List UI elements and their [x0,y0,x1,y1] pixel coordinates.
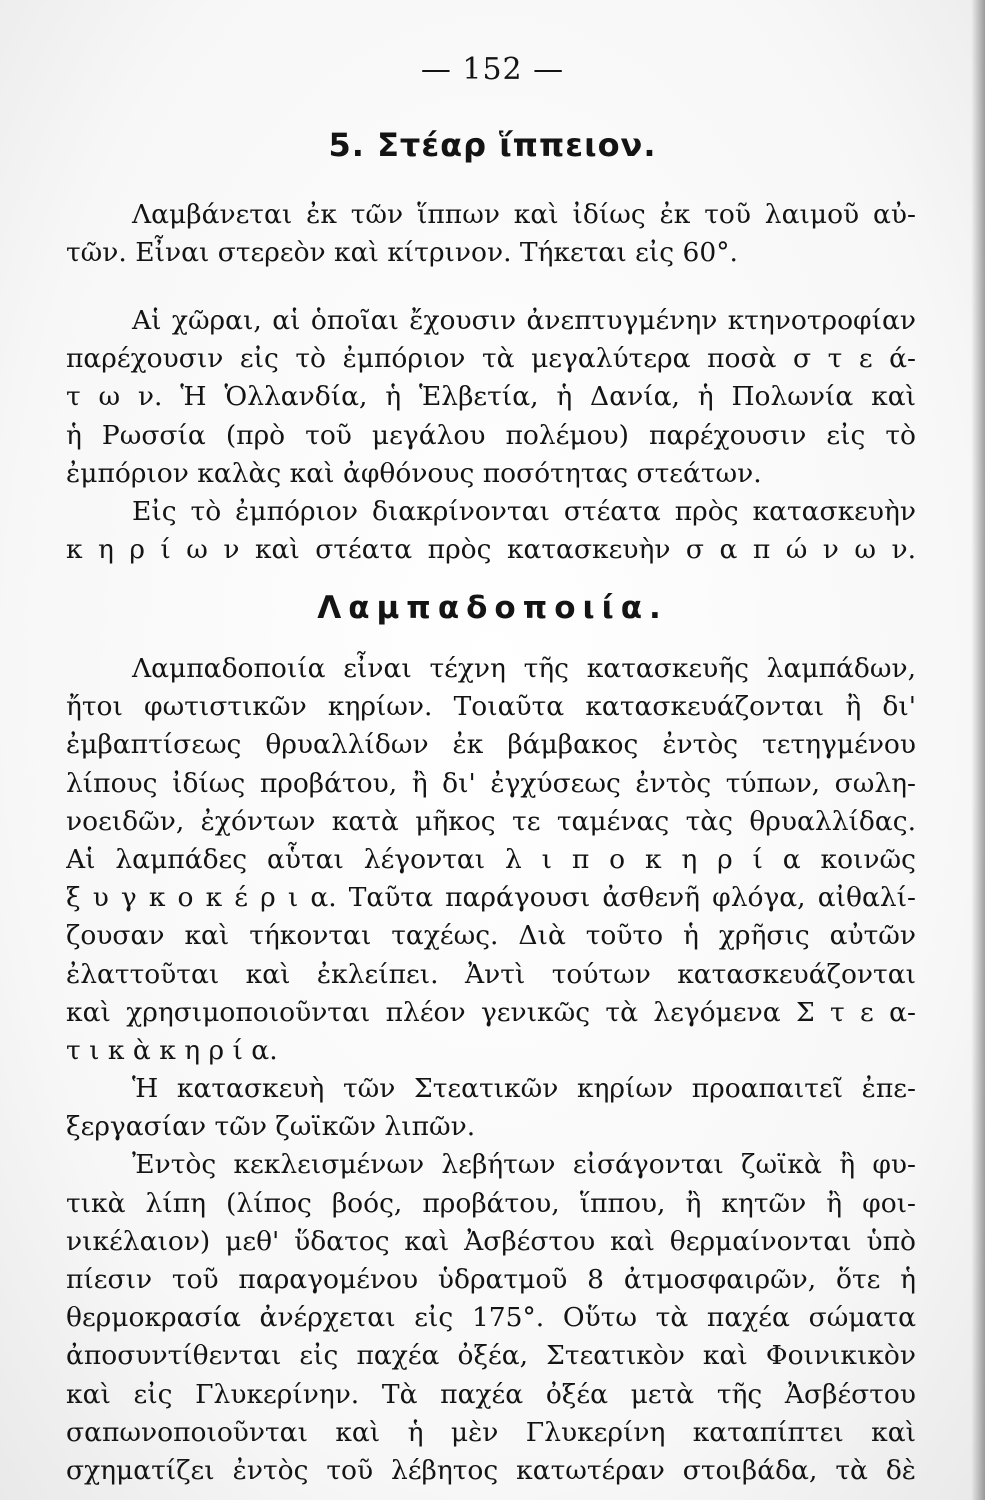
section-title-horse-tallow: 5. Στέαρ ἵππειον. [328,126,657,164]
text-line: ἐμπόριον καλὰς καὶ ἀφθόνους ποσότητας στεάτων. [66,457,762,489]
paragraph-horse-tallow [66,196,916,272]
text-line: νικέλαιον) μεθ' ὕδατος καὶ Ἀσβέστου καὶ θερμαίνονται ὑπὸ [66,1225,916,1257]
page-edge-shadow [971,0,985,1500]
text-line: ἤτοι φωτιστικῶν κηρίων. Τοιαῦτα κατασκευάζονται ἢ δι' [66,691,916,723]
text-line: ἡ Ρωσσία (πρὸ τοῦ μεγάλου πολέμου) παρέχουσιν εἰς τὸ [66,419,916,451]
text-line: ἀποσυντίθενται εἰς παχέα ὀξέα, Στεατικὸν καὶ Φοινικικὸν [66,1340,916,1372]
text-line: ζουσαν καὶ τήκονται ταχέως. Διὰ τοῦτο ἡ χρῆσις αὐτῶν [66,920,916,952]
paragraph-candle-making [66,650,916,1490]
text-line: πίεσιν τοῦ παραγομένου ὑδρατμοῦ 8 ἀτμοσφαιρῶν, ὅτε ἡ [66,1264,916,1295]
text-line: Ἡ κατασκευὴ τῶν Στεατικῶν κηρίων προαπαιτεῖ ἐπε- [132,1073,916,1105]
text-line: Ἐντὸς κεκλεισμένων λεβήτων εἰσάγονται ζωϊκὰ ἢ φυ- [132,1149,916,1181]
text-line: Εἰς τὸ ἐμπόριον διακρίνονται στέατα πρὸς κατασκευὴν [132,495,916,527]
text-line: τικὰ λίπη (λίπος βοός, προβάτου, ἵππου, ἢ κητῶν ἢ φοι- [66,1187,916,1219]
text-line: ἐλαττοῦται καὶ ἐκλείπει. Ἀντὶ τούτων κατασκευάζονται [66,958,916,990]
text-line: σχηματίζει ἐντὸς τοῦ λέβητος κατωτέραν στοιβάδα, τὰ δὲ [66,1454,916,1486]
text-line: Λαμβάνεται ἐκ τῶν ἵππων καὶ ἰδίως ἐκ τοῦ λαιμοῦ αὐ- [132,199,916,230]
text-line: καὶ εἰς Γλυκερίνην. Τὰ παχέα ὀξέα μετὰ τῆς Ἀσβέστου [66,1378,916,1410]
text-line: κ η ρ ί ω ν καὶ στέατα πρὸς κατασκευὴν σ α π ώ ν ω ν. [66,534,916,566]
text-line: Αἱ χῶραι, αἱ ὁποῖαι ἔχουσιν ἀνεπτυγμένην κτηνοτροφίαν [132,305,916,336]
text-line: τ ι κ ὰ κ η ρ ί α. [66,1034,278,1066]
text-line: θερμοκρασία ἀνέρχεται εἰς 175°. Οὕτω τὰ παχέα σώματα [66,1302,916,1334]
text-line: σαπωνοποιοῦνται καὶ ἡ μὲν Γλυκερίνη καταπίπτει καὶ [66,1416,916,1448]
paragraph-tallow-trade [66,302,916,569]
text-line: Λαμπαδοποιία εἶναι τέχνη τῆς κατασκευῆς λαμπάδων, [132,653,916,684]
text-line: ἐμβαπτίσεως θρυαλλίδων ἐκ βάμβακος ἐντὸς τετηγμένου [66,729,916,761]
section-title-candle-making: Λαμπαδοποιία. [317,590,668,626]
text-line: νοειδῶν, ἐχόντων κατὰ μῆκος τε ταμένας τὰς θρυαλλίδας. [66,805,916,837]
page-number: — 152 — [420,52,565,87]
text-line: τῶν. Εἶναι στερεὸν καὶ κίτρινον. Τήκεται εἰς 60°. [66,237,738,269]
text-line: παρέχουσιν εἰς τὸ ἐμπόριον τὰ μεγαλύτερα ποσὰ σ τ ε ά- [66,343,916,375]
text-line: ξεργασίαν τῶν ζωϊκῶν λιπῶν. [66,1111,476,1143]
text-line: ξ υ γ κ ο κ έ ρ ι α. Ταῦτα παράγουσι ἀσθενῆ φλόγα, αἰθαλί- [66,882,916,914]
text-line: Αἱ λαμπάδες αὗται λέγονται λ ι π ο κ η ρ ί α κοινῶς [66,843,916,875]
text-line: λίπους ἰδίως προβάτου, ἢ δι' ἐγχύσεως ἐντὸς τύπων, σωλη- [66,767,916,799]
text-line: καὶ χρησιμοποιοῦνται πλέον γενικῶς τὰ λεγόμενα Σ τ ε α- [66,996,916,1028]
text-line: τ ω ν. Ἡ Ὁλλανδία, ἡ Ἑλβετία, ἡ Δανία, ἡ Πολωνία καὶ [66,381,916,413]
